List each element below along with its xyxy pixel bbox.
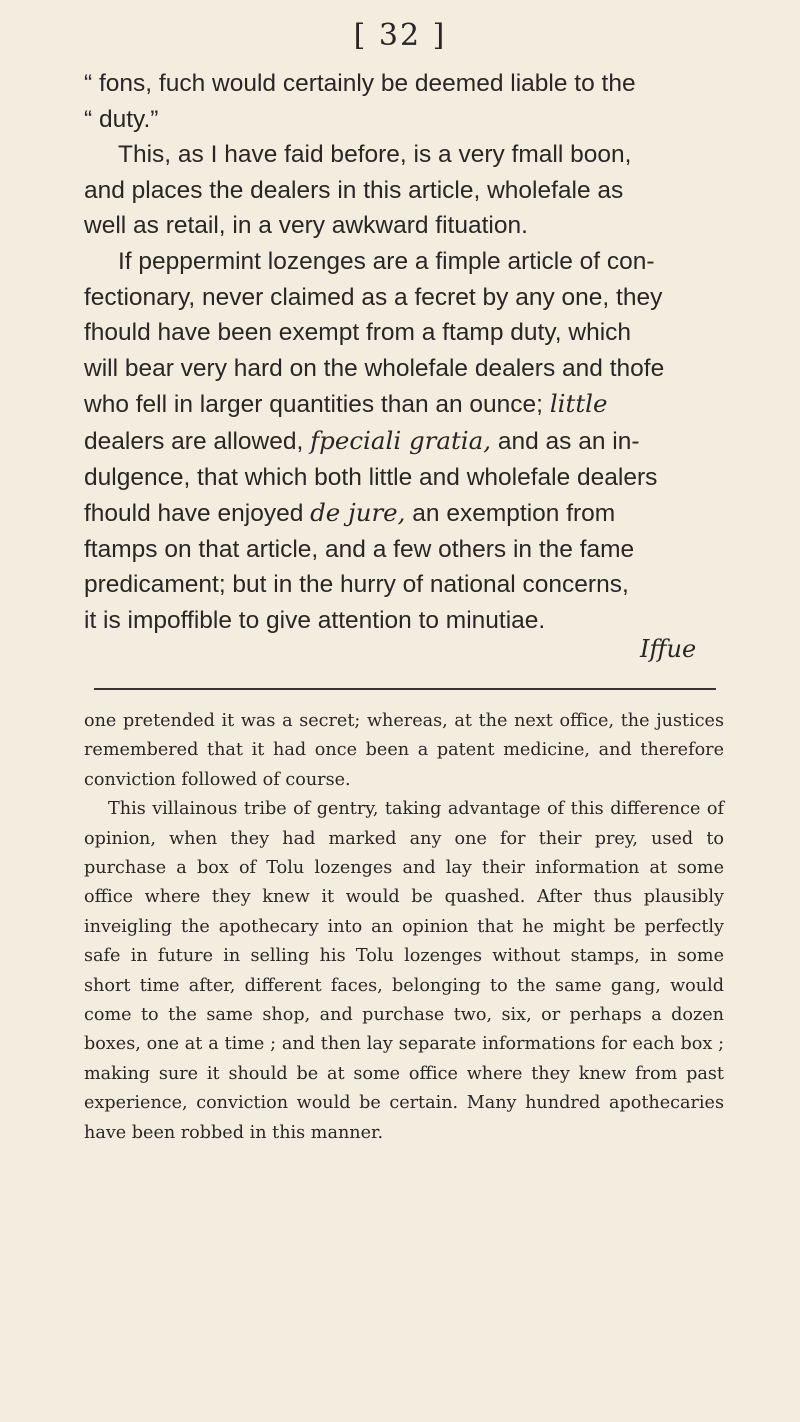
footnote-paragraph: This villainous tribe of gentry, taking advantage of this difference of opinion, when they had marked any one for their prey, used to purchase a box of Tolu lozenges and lay their information at some office where they knew it would be quashed. After thus plausibly inveigling the apothecary into an opinion that he might be perfectly safe in future in selling his Tolu lozenges without stamps, in some short time after, different faces, belonging to the same gang, would come to the same shop, and purchase two, six, or perhaps a dozen boxes, one at a time ; and then lay separate informations for each box ; making sure it should be at some office where they knew from past experience, conviction would be certain. Many hundred apothecaries have been robbed in this manner. [84,799,724,1143]
text-line: “ duty.” [84,105,159,133]
footnote-divider [94,688,716,690]
page-number: [ 32 ] [353,18,447,53]
catchword: Iffue [640,635,697,663]
paragraph-line: will bear very hard on the wholefale dealers and thofe [84,354,665,382]
paragraph-line: dulgence, that which both little and wholefale dealers [84,463,658,491]
italic-word: little [549,389,608,419]
main-text [84,66,724,639]
footnote-paragraph: one pretended it was a secret; whereas, at the next office, the justices remembered that it had once been a patent medicine, and therefore conviction followed of course. [84,711,724,790]
paragraph-line [84,423,724,460]
text-span: and as an in- [491,427,640,455]
italic-phrase: de jure, [310,498,406,528]
paragraph-line: it is impoffible to give attention to minutiae. [84,606,546,634]
paragraph-line: ftamps on that article, and a few others in the fame [84,535,635,563]
paragraph-line: This, as I have faid before, is a very fmall boon, [118,141,632,169]
paragraph-line: fectionary, never claimed as a fecret by any one, they [84,283,663,311]
text-span: who fell in larger quantities than an ounce; [84,391,550,419]
paragraph-line: and places the dealers in this article, wholefale as [84,176,624,204]
text-span: fhould have enjoyed [84,500,311,528]
paragraph-line: well as retail, in a very awkward fituation. [84,212,528,240]
paragraph-line: predicament; but in the hurry of national concerns, [84,571,629,599]
italic-phrase: fpeciali gratia, [310,425,492,455]
footnote [84,707,724,1148]
paragraph-line [84,495,724,532]
paragraph-line [84,386,724,423]
text-span: dealers are allowed, [84,427,311,455]
paragraph-line: If peppermint lozenges are a fimple article of con- [118,247,655,275]
paragraph-line: fhould have been exempt from a ftamp duty, which [84,319,632,347]
text-span: an exemption from [405,500,616,528]
text-line: “ fons, fuch would certainly be deemed liable to the [84,70,636,97]
